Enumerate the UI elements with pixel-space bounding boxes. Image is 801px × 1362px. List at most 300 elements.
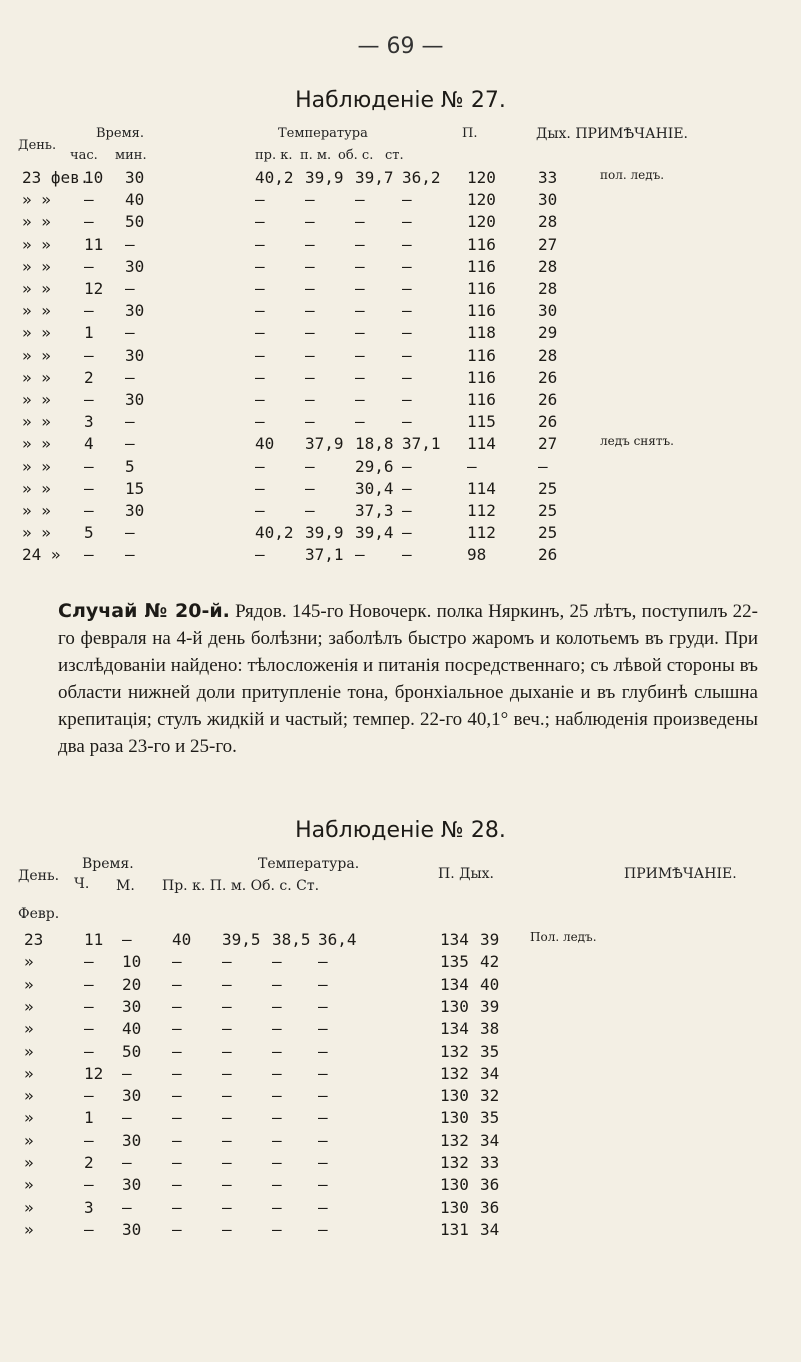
table-cell: — [305,256,315,276]
table-cell: 30 [538,301,558,321]
table-cell: 25 [538,523,558,543]
table-cell: 37,9 [305,434,344,454]
table-cell: 132 [440,1153,469,1172]
table-cell: 3 [84,412,94,432]
table-cell: » [24,1153,34,1172]
table-cell: 30 [125,256,145,276]
header-temp-sub: Пр. к. П. м. Об. с. Ст. [162,878,320,894]
header-resp-note: Дых. ПРИМѢЧАНІЕ. [536,126,688,142]
table-cell: 120 [467,212,496,232]
table-cell: — [318,1197,328,1217]
table-cell: — [84,1019,94,1039]
table-cell: 5 [125,456,135,476]
table-cell: — [305,367,315,387]
table-cell: 30 [122,996,142,1016]
table-cell: — [125,279,135,298]
table-cell: 28 [538,279,558,298]
table-cell: 39,4 [355,523,394,543]
case-heading: Случай № 20-й. [58,600,230,622]
table-cell: — [222,1019,232,1039]
table-cell: — [355,545,365,565]
table-cell: — [318,1063,328,1083]
table-cell: 38,5 [272,930,311,949]
table-cell: — [125,323,135,343]
page-number: — 69 — [357,34,444,59]
table-cell: — [355,256,365,276]
table-cell: — [172,1175,182,1195]
table-cell: 5 [84,523,94,543]
table-cell: — [222,1219,232,1239]
table-cell: » » [22,323,51,343]
table-cell: » [24,974,34,994]
table-cell: 132 [440,1063,469,1083]
table-cell: » [24,1130,34,1150]
table-cell: 130 [440,1175,469,1195]
table-cell: 12 [84,1063,104,1083]
table-cell: — [305,234,315,254]
table-cell: 34 [480,1063,500,1083]
table-cell: 30 [122,1219,142,1239]
table-cell: » » [22,256,51,276]
table-cell: 116 [467,256,496,276]
table-cell: — [272,1175,282,1195]
table-cell: » » [22,279,51,298]
table-cell: — [222,1108,232,1128]
table-cell: — [272,1063,282,1083]
table-cell: 130 [440,1086,469,1106]
table-cell: 116 [467,279,496,298]
table-cell: 33 [480,1153,500,1172]
table-cell: 26 [538,390,558,409]
table-cell: — [318,952,328,972]
table-cell: 118 [467,323,496,343]
table-cell: — [255,323,265,343]
table-cell: 35 [480,1108,500,1128]
table-cell: — [84,256,94,276]
header-min: мин. [115,148,147,163]
note-cell: ледъ снятъ. [600,434,674,449]
table-cell: — [84,501,94,520]
table-cell: — [402,301,412,321]
table-cell: — [272,1219,282,1239]
table-cell: 39,5 [222,930,261,949]
table-cell: 36 [480,1175,500,1195]
table-cell: » [24,1041,34,1061]
table-cell: 40 [122,1019,142,1039]
table-cell: — [318,1108,328,1128]
table-cell: » [24,1019,34,1039]
header-note: ПРИМѢЧАНІЕ. [624,866,737,882]
table-cell: — [84,1219,94,1239]
table-cell: » » [22,390,51,409]
table-cell: 12 [84,279,104,298]
header-time: Время. [82,856,134,872]
table-cell: — [255,456,265,476]
table-cell: » » [22,523,51,543]
table-cell: — [402,478,412,498]
table-cell: 3 [84,1197,94,1217]
table-cell: 29,6 [355,456,394,476]
table-cell: 134 [440,1019,469,1039]
table-cell: — [402,545,412,565]
table-cell: — [84,1041,94,1061]
table-cell: — [222,1086,232,1106]
table-cell: — [255,412,265,432]
table-cell: — [402,279,412,298]
table-cell: — [84,974,94,994]
table-cell: — [318,1219,328,1239]
note-cell: Пол. ледъ. [530,930,597,944]
table-cell: — [84,390,94,409]
table-cell: 30 [125,301,145,321]
header-hour: час. [70,148,98,163]
table-cell: — [402,256,412,276]
table-cell: 30 [122,1175,142,1195]
table-cell: — [84,1175,94,1195]
table-cell: — [305,456,315,476]
table-cell: 36 [480,1197,500,1217]
table-cell: — [125,545,135,565]
table-cell: — [272,1041,282,1061]
table-cell: — [467,456,477,476]
table-cell: — [255,279,265,298]
table-cell: — [172,1108,182,1128]
table-cell: — [272,1197,282,1217]
table-cell: 36,4 [318,930,357,949]
table-cell: — [355,390,365,409]
table-cell: 40 [255,434,275,454]
table-cell: 26 [538,412,558,432]
table-cell: » » [22,301,51,321]
table-cell: — [305,301,315,321]
table-cell: — [272,1086,282,1106]
observation-28-title: Наблюденіе № 28. [295,818,506,843]
table-cell: 34 [480,1130,500,1150]
table-cell: 37,1 [305,545,344,565]
table-cell: — [318,996,328,1016]
table-cell: — [172,1063,182,1083]
table-cell: — [125,412,135,432]
table-cell: — [355,367,365,387]
table-cell: » [24,1197,34,1217]
header-pm: п. м. [300,148,332,163]
table-cell: — [402,367,412,387]
table-cell: 30 [125,345,145,365]
table-cell: — [305,478,315,498]
table-cell: — [222,952,232,972]
table-cell: — [222,1041,232,1061]
table-cell: » [24,1086,34,1106]
table-cell: 134 [440,930,469,949]
table-cell: — [272,1130,282,1150]
table-cell: — [125,234,135,254]
table-cell: — [172,1086,182,1106]
table-cell: — [355,323,365,343]
table-cell: — [355,234,365,254]
table-cell: — [172,1130,182,1150]
table-cell: 39,9 [305,523,344,543]
table-cell: — [305,323,315,343]
table-cell: 36,2 [402,168,441,187]
table-cell: 20 [122,974,142,994]
note-cell: пол. ледъ. [600,168,665,182]
table-cell: » [24,996,34,1016]
table-cell: — [255,390,265,409]
table-cell: 28 [538,345,558,365]
header-month: Февр. [18,906,60,922]
table-cell: 40 [172,930,192,949]
table-cell: — [402,212,412,232]
table-cell: — [122,1153,132,1172]
table-cell: — [255,478,265,498]
table-cell: 131 [440,1219,469,1239]
table-cell: 130 [440,1108,469,1128]
table-cell: — [305,412,315,432]
table-cell: — [122,1063,132,1083]
table-cell: 30 [122,1130,142,1150]
table-cell: — [125,367,135,387]
table-cell: 120 [467,190,496,210]
table-cell: — [318,1175,328,1195]
header-m: М. [116,878,135,894]
table-cell: — [84,996,94,1016]
case-text: Рядов. 145-го Новочерк. полка Няркинъ, 25 лѣтъ, поступилъ 22-го февраля на 4-й день болѣзни; заболѣлъ быстро жаромъ и колотьемъ въ груди. При изслѣдованіи найдено: тѣлосложенія и питанія посредственнаго; съ лѣвой стороны въ области нижней доли притупленіе тона, бронхіальное дыханіе и въ глубинѣ слышна крепитація; стулъ жидкій и частый; темпер. 22-го 40,1° веч.; наблюденія произведены два раза 23-го и 25-го. [58,601,759,757]
table-cell: 2 [84,1153,94,1172]
table-cell: 30 [538,190,558,210]
table-cell: 29 [538,323,558,343]
table-cell: 116 [467,390,496,409]
table-cell: — [255,345,265,365]
table-cell: — [122,1108,132,1128]
table-cell: » » [22,212,51,232]
table-cell: 24 » [22,545,61,565]
table-cell: » » [22,234,51,254]
table-cell: — [355,279,365,298]
table-cell: — [84,345,94,365]
table-cell: 132 [440,1041,469,1061]
table-cell: 50 [125,212,145,232]
table-cell: 26 [538,545,558,565]
table-cell: 40,2 [255,523,294,543]
table-cell: — [402,501,412,520]
case-20-paragraph [58,598,758,760]
table-cell: — [122,1197,132,1217]
table-cell: — [402,323,412,343]
table-cell: — [355,345,365,365]
table-cell: — [222,1063,232,1083]
table-cell: » [24,952,34,972]
table-cell: 35 [480,1041,500,1061]
table-cell: 38 [480,1019,500,1039]
table-cell: 40 [480,974,500,994]
table-cell: — [84,190,94,210]
table-cell: 10 [84,168,104,187]
table-cell: — [222,996,232,1016]
table-cell: » » [22,367,51,387]
table-cell: — [125,434,135,454]
table-cell: — [84,301,94,321]
table-cell: 116 [467,234,496,254]
table-cell: 112 [467,523,496,543]
table-cell: 50 [122,1041,142,1061]
table-cell: — [355,412,365,432]
table-cell: 132 [440,1130,469,1150]
table-cell: — [84,1086,94,1106]
table-cell: 114 [467,434,496,454]
header-pulse: П. [462,126,478,141]
table-cell: » [24,1063,34,1083]
table-cell: — [272,1019,282,1039]
table-cell: 30 [125,168,145,187]
table-cell: — [125,523,135,543]
table-cell: 25 [538,501,558,520]
table-cell: — [84,456,94,476]
table-cell: — [255,234,265,254]
table-cell: — [272,996,282,1016]
table-cell: — [172,952,182,972]
table-cell: 39,9 [305,168,344,187]
table-cell: 39,7 [355,168,394,187]
table-cell: — [402,390,412,409]
table-cell: — [355,190,365,210]
table-cell: — [318,1153,328,1172]
table-cell: 11 [84,234,104,254]
header-time: Время. [96,126,145,141]
table-cell: — [272,1108,282,1128]
table-cell: 11 [84,930,104,949]
header-pulse-resp: П. Дых. [438,866,494,882]
table-cell: 115 [467,412,496,432]
table-cell: — [318,1041,328,1061]
table-cell: — [255,301,265,321]
table-cell: » » [22,190,51,210]
table-cell: — [402,412,412,432]
table-cell: 25 [538,478,558,498]
table-cell: — [222,974,232,994]
table-cell: — [172,996,182,1016]
table-cell: — [272,974,282,994]
table-cell: 116 [467,345,496,365]
header-h: Ч. [74,876,90,892]
table-cell: — [222,1197,232,1217]
table-cell: — [84,478,94,498]
table-cell: 112 [467,501,496,520]
table-cell: 40 [125,190,145,210]
table-cell: 120 [467,168,496,187]
table-cell: 114 [467,478,496,498]
table-cell: 27 [538,234,558,254]
table-cell: 130 [440,996,469,1016]
table-cell: — [305,212,315,232]
table-cell: — [402,523,412,543]
table-cell: 130 [440,1197,469,1217]
table-cell: — [122,930,132,949]
table-cell: 30,4 [355,478,394,498]
table-cell: 26 [538,367,558,387]
table-cell: 30 [125,390,145,409]
table-cell: » » [22,434,51,454]
table-cell: — [222,1153,232,1172]
table-cell: — [84,1130,94,1150]
table-cell: 116 [467,367,496,387]
table-cell: — [255,545,265,565]
table-cell: — [318,1086,328,1106]
table-cell: — [255,256,265,276]
table-cell: » [24,1108,34,1128]
table-cell: — [172,1041,182,1061]
header-ob: об. с. [338,148,374,163]
table-cell: — [255,367,265,387]
table-cell: — [402,234,412,254]
table-cell: » » [22,345,51,365]
table-cell: — [402,345,412,365]
table-cell: — [402,190,412,210]
header-pr: пр. к. [255,148,293,163]
table-cell: — [318,974,328,994]
header-st: ст. [385,148,404,163]
table-cell: » » [22,501,51,520]
table-cell: — [355,212,365,232]
table-cell: — [255,190,265,210]
table-cell: 1 [84,1108,94,1128]
table-cell: — [84,212,94,232]
table-cell: 39 [480,930,500,949]
table-cell: — [305,190,315,210]
table-cell: 135 [440,952,469,972]
table-cell: — [222,1130,232,1150]
table-cell: 18,8 [355,434,394,454]
table-cell: — [305,345,315,365]
table-cell: 39 [480,996,500,1016]
table-cell: 1 [84,323,94,343]
table-cell: — [84,545,94,565]
table-cell: — [172,1019,182,1039]
table-cell: — [272,1153,282,1172]
table-cell: — [255,212,265,232]
table-cell: 42 [480,952,500,972]
table-cell: — [84,952,94,972]
table-cell: 134 [440,974,469,994]
table-cell: 15 [125,478,145,498]
table-cell: » [24,1219,34,1239]
table-cell: — [305,390,315,409]
header-day: День. [18,868,60,884]
table-cell: — [222,1175,232,1195]
table-cell: — [255,501,265,520]
table-cell: — [172,974,182,994]
table-cell: 27 [538,434,558,454]
table-cell: » » [22,456,51,476]
table-cell: 33 [538,168,558,187]
header-day: День. [18,138,57,153]
table-cell: 40,2 [255,168,294,187]
table-cell: 37,1 [402,434,441,454]
table-cell: » » [22,478,51,498]
table-cell: 30 [125,501,145,520]
table-cell: 28 [538,256,558,276]
table-cell: — [305,279,315,298]
header-temperature: Температура. [258,856,360,872]
observation-27-title: Наблюденіе № 27. [295,88,506,113]
table-cell: 98 [467,545,487,565]
table-cell: — [318,1130,328,1150]
table-cell: — [272,952,282,972]
table-cell: 34 [480,1219,500,1239]
table-cell: 28 [538,212,558,232]
table-cell: » [24,1175,34,1195]
header-temperature: Температура [278,126,368,141]
table-cell: 23 [24,930,44,949]
